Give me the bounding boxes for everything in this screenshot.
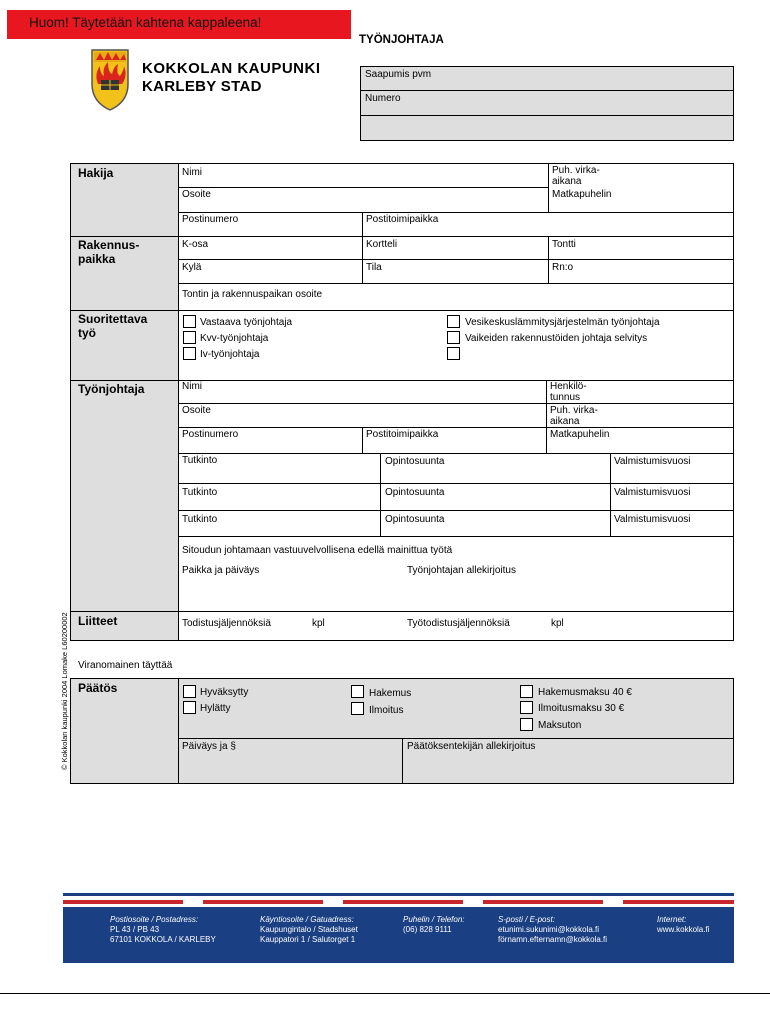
footer-postal-line-2: 67101 KOKKOLA / KARLEBY xyxy=(110,935,216,944)
arrival-date-label: Saapumis pvm xyxy=(365,69,432,80)
application-checkbox[interactable] xyxy=(351,685,364,698)
district-heating-supervisor-checkbox[interactable] xyxy=(447,315,460,328)
number-label: Numero xyxy=(365,93,401,104)
site-address-field[interactable]: Tontin ja rakennuspaikan osoite xyxy=(182,289,323,300)
org-name-fi: KOKKOLAN KAUPUNKI xyxy=(142,60,321,77)
site-estate-field[interactable]: Tila xyxy=(366,262,382,273)
free-of-charge-label: Maksuton xyxy=(538,720,582,731)
supervisor-signature-field[interactable]: Työnjohtajan allekirjoitus xyxy=(407,565,516,576)
supervisor-name-field[interactable]: Nimi xyxy=(182,381,202,392)
field-of-study-1[interactable]: Opintosuunta xyxy=(385,456,445,467)
degree-field-3[interactable]: Tutkinto xyxy=(182,514,218,525)
applicant-section-title: Hakija xyxy=(78,166,114,180)
attachments-section-title: Liitteet xyxy=(78,614,118,628)
supervisor-id-field[interactable]: Henkilö- tunnus xyxy=(550,381,587,403)
authority-note: Viranomainen täyttää xyxy=(78,660,173,671)
responsible-supervisor-checkbox[interactable] xyxy=(183,315,196,328)
demanding-works-checkbox[interactable] xyxy=(447,331,460,344)
footer-email-column xyxy=(498,915,607,945)
grad-year-field-3[interactable]: Valmistumisvuosi xyxy=(614,514,691,525)
application-label: Hakemus xyxy=(369,688,412,699)
degree-field-1[interactable]: Tutkinto xyxy=(182,455,218,466)
footer-email-line-2[interactable]: förnamn.efternamn@kokkola.fi xyxy=(498,935,608,944)
work-certs-count-field[interactable]: Työtodistusjäljennöksiä xyxy=(407,618,510,629)
footer-postal-column xyxy=(110,915,216,945)
footer-web-line-1[interactable]: www.kokkola.fi xyxy=(657,925,710,934)
footer-stripe-red xyxy=(63,900,734,904)
supervisor-section-title: Työnjohtaja xyxy=(78,382,145,396)
copyright-side-text: © Kokkolan kaupunki 2004 Lomake L60200002 xyxy=(60,612,69,770)
grad-year-field-2[interactable]: Valmistumisvuosi xyxy=(614,487,691,498)
other-work-checkbox[interactable] xyxy=(447,347,460,360)
water-sewer-supervisor-label: Kvv-työnjohtaja xyxy=(200,333,269,344)
footer-visit-line-1: Kaupungintalo / Stadshuset xyxy=(260,925,358,934)
org-name-sv: KARLEBY STAD xyxy=(142,78,262,95)
supervisor-phone-field[interactable]: Puh. virka- aikana xyxy=(550,405,598,427)
decision-section-title: Päätös xyxy=(78,681,118,695)
approved-checkbox[interactable] xyxy=(183,685,196,698)
ventilation-supervisor-label: Iv-työnjohtaja xyxy=(200,349,260,360)
supervisor-postal-code-field[interactable]: Postinumero xyxy=(182,429,239,440)
record-extra-field[interactable] xyxy=(360,115,734,141)
supervisor-mobile-field[interactable]: Matkapuhelin xyxy=(550,429,610,440)
footer-visit-heading: Käyntiosoite / Gatuadress: xyxy=(260,915,354,924)
footer-phone-heading: Puhelin / Telefon: xyxy=(403,915,465,924)
decision-date-field[interactable]: Päiväys ja § xyxy=(182,741,236,752)
degree-field-2[interactable]: Tutkinto xyxy=(182,487,218,498)
site-reg-no-field[interactable]: Rn:o xyxy=(552,262,574,273)
approved-label: Hyväksytty xyxy=(200,687,249,698)
ventilation-supervisor-checkbox[interactable] xyxy=(183,347,196,360)
demanding-works-label: Vaikeiden rakennustöiden johtaja selvitys xyxy=(465,333,648,344)
supervisor-address-field[interactable]: Osoite xyxy=(182,405,211,416)
rejected-label: Hylätty xyxy=(200,703,231,714)
footer-postal-line-1: PL 43 / PB 43 xyxy=(110,925,160,934)
applicant-address-field[interactable]: Osoite xyxy=(182,189,211,200)
free-of-charge-checkbox[interactable] xyxy=(520,718,533,731)
field-of-study-2[interactable]: Opintosuunta xyxy=(385,487,445,498)
district-heating-supervisor-label: Vesikeskuslämmitysjärjestelmän työnjohtaja xyxy=(465,317,660,328)
footer-postal-heading: Postiosoite / Postadress: xyxy=(110,915,199,924)
notification-checkbox[interactable] xyxy=(351,702,364,715)
applicant-name-field[interactable]: Nimi xyxy=(182,167,202,178)
fee-notification-label: Ilmoitusmaksu 30 € xyxy=(538,703,625,714)
site-section-title: Rakennus- paikka xyxy=(78,238,140,266)
site-block-field[interactable]: Kortteli xyxy=(366,239,398,250)
footer-phone-line-1: (06) 828 9111 xyxy=(403,925,452,934)
form-type-title: TYÖNJOHTAJA xyxy=(359,34,444,46)
supervisor-post-office-field[interactable]: Postitoimipaikka xyxy=(366,429,439,440)
footer-stripe-top xyxy=(63,893,734,896)
applicant-postal-code-field[interactable]: Postinumero xyxy=(182,214,239,225)
commitment-text: Sitoudun johtamaan vastuuvelvollisena edellä mainittua työtä xyxy=(182,545,453,556)
grad-year-field-1[interactable]: Valmistumisvuosi xyxy=(614,456,691,467)
work-section-title: Suoritettava työ xyxy=(78,312,148,340)
applicant-mobile-field[interactable]: Matkapuhelin xyxy=(552,189,612,200)
fee-application-checkbox[interactable] xyxy=(520,685,533,698)
footer-phone-column xyxy=(403,915,465,935)
place-date-field[interactable]: Paikka ja päiväys xyxy=(182,565,260,576)
footer-web-column xyxy=(657,915,709,935)
responsible-supervisor-label: Vastaava työnjohtaja xyxy=(200,317,293,328)
footer-visit-line-2: Kauppatori 1 / Salutorget 1 xyxy=(260,935,356,944)
field-of-study-3[interactable]: Opintosuunta xyxy=(385,514,445,525)
water-sewer-supervisor-checkbox[interactable] xyxy=(183,331,196,344)
footer-bar xyxy=(63,907,734,963)
applicant-post-office-field[interactable]: Postitoimipaikka xyxy=(366,214,439,225)
applicant-phone-field[interactable]: Puh. virka- aikana xyxy=(552,165,600,187)
site-district-field[interactable]: K-osa xyxy=(182,239,209,250)
site-plot-field[interactable]: Tontti xyxy=(552,239,576,250)
coat-of-arms-logo xyxy=(86,48,134,112)
decision-maker-signature-field[interactable]: Päätöksentekijän allekirjoitus xyxy=(407,741,536,752)
certificates-count-field[interactable]: Todistusjäljennöksiä xyxy=(182,618,271,629)
arrival-date-field[interactable] xyxy=(360,66,734,92)
certificates-kpl-label: kpl xyxy=(312,618,325,629)
footer-email-heading: S-posti / E-post: xyxy=(498,915,555,924)
footer-web-heading: Internet: xyxy=(657,915,687,924)
notice-banner: Huom! Täytetään kahtena kappaleena! xyxy=(7,10,351,39)
footer-email-line-1[interactable]: etunimi.sukunimi@kokkola.fi xyxy=(498,925,600,934)
rejected-checkbox[interactable] xyxy=(183,701,196,714)
page-bottom-rule xyxy=(0,993,770,994)
notification-label: Ilmoitus xyxy=(369,705,404,716)
site-village-field[interactable]: Kylä xyxy=(182,262,202,273)
footer-visit-column xyxy=(260,915,358,945)
fee-application-label: Hakemusmaksu 40 € xyxy=(538,687,632,698)
work-certs-kpl-label: kpl xyxy=(551,618,564,629)
fee-notification-checkbox[interactable] xyxy=(520,701,533,714)
number-field[interactable] xyxy=(360,90,734,116)
